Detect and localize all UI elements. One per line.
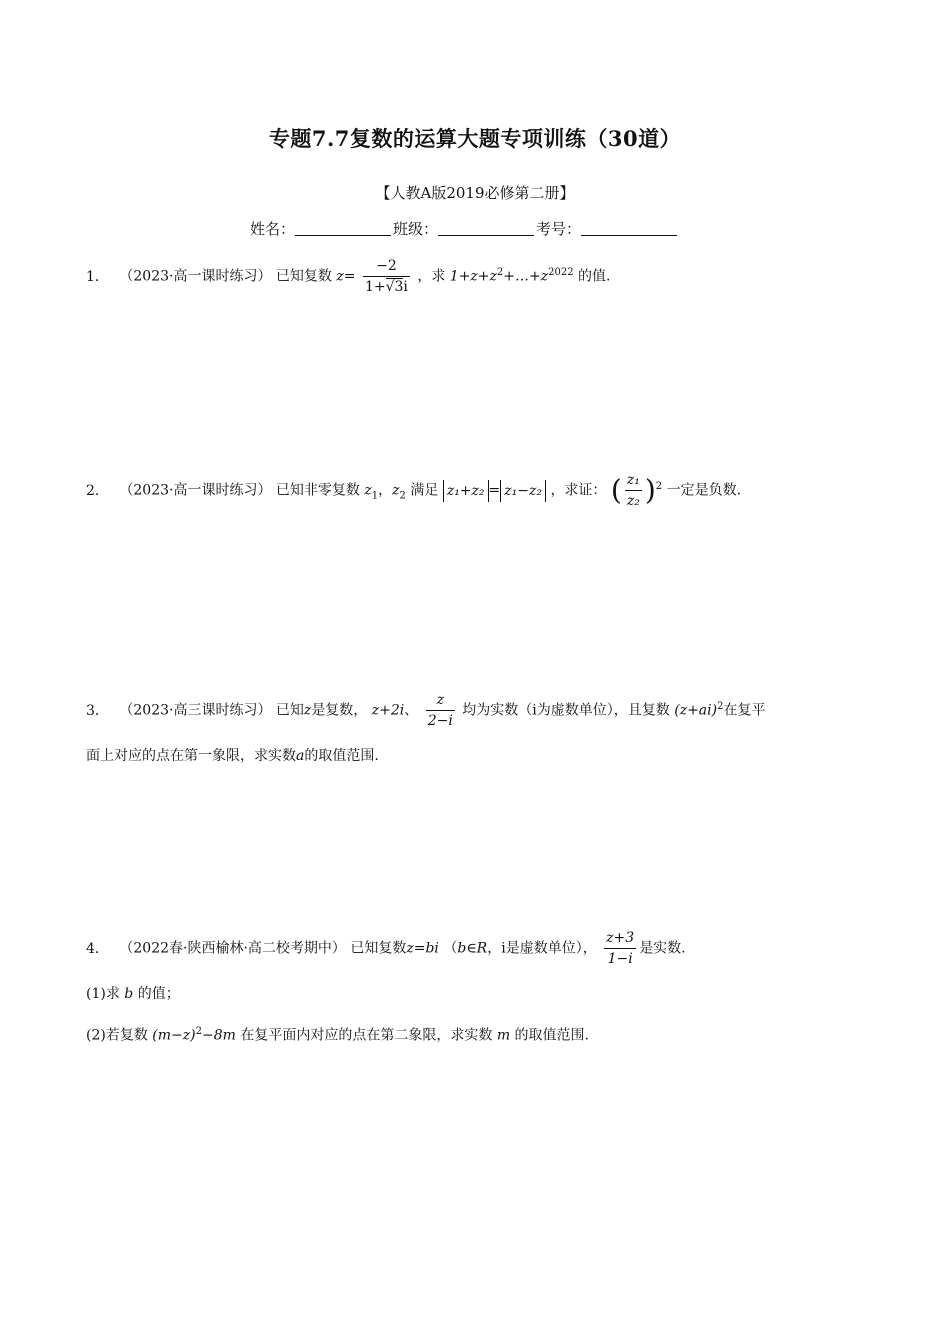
question-text: ， [378,482,393,499]
question-1 [86,256,611,297]
math-expr: (m−z) [152,1027,196,1044]
question-source: （2023·高一课时练习） [119,268,272,285]
math-expr: +…+z [503,268,549,285]
math-expr: 1+ [364,279,386,295]
class-label: 班级： [393,220,439,238]
name-field[interactable] [295,221,391,236]
math-sup: 2 [655,480,663,492]
exam-no-label: 考号： [536,220,582,238]
question-text: 已知复数 [350,940,407,957]
math-abs: z₁−z₂ [500,480,546,502]
question-number: 3． [86,702,109,719]
question-text: 面上对应的点在第一象限，求实数 [86,748,296,764]
question-text: 的值； [137,986,180,1002]
question-2: 2． （2023·高一课时练习） 已知非零复数 $z_1$，$z_2$ 满足 z₁+z₂ = z₁−z₂ ，求证： ( $\frac{\text{z₁}}{\text{z₂}}$ )$^2$ 一定是负数. [86,472,742,509]
fraction-numerator: z [436,692,444,708]
question-text: 均为实数（i为虚数单位），且复数 [462,702,670,719]
class-field[interactable] [438,221,534,236]
question-text: 满足 [410,482,439,499]
question-text: 、 [404,702,419,719]
fraction [625,470,642,511]
math-sub: 1 [371,490,379,502]
question-3 [86,690,765,731]
question-text: 已知复数 [275,268,332,285]
math-expr: b∈R [457,940,488,957]
question-source: （2022春·陕西榆林·高二校考期中） [119,940,346,957]
question-text: ，i是虚数单位）， [487,940,597,957]
math-sup: 2 [496,266,504,278]
question-text: 的值. [578,268,611,285]
name-label: 姓名： [250,220,296,238]
question-text: 是实数. [639,940,686,957]
question-source: （2023·高一课时练习） [119,482,272,499]
fraction-denominator: 2−i [426,710,455,731]
math-sup: 2 [717,700,724,712]
question-text: ，求证： [550,482,607,499]
math-expr: b [124,986,134,1002]
math-expr: i [403,279,408,295]
math-expr: a [296,748,305,764]
math-expr: z=bi [406,940,439,957]
question-text: 在复平面内对应的点在第二象限，求实数 [240,1027,493,1044]
math-expr: z= [336,268,356,285]
fraction [604,928,636,969]
question-text: (2)若复数 [86,1027,148,1044]
question-3-line-2 [86,746,379,766]
math-expr: z+2i [371,702,405,719]
question-4-part-2 [86,1022,589,1046]
student-info-row [250,218,679,239]
math-expr: m [496,1027,511,1044]
question-text: 在复平 [723,702,766,719]
math-abs: z₁+z₂ [443,480,489,502]
fraction-denominator: 1−i [604,948,636,969]
fraction-numerator: z₁ [626,472,640,488]
question-number: 1． [86,268,109,285]
question-4-part-1 [86,984,180,1004]
math-expr: z [392,482,400,499]
fraction-numerator: z+3 [606,930,635,946]
question-number: 2． [86,482,109,499]
page-subtitle: 【人教A版2019必修第二册】 [375,184,575,202]
exam-no-field[interactable] [581,221,677,236]
question-text: （ [443,940,458,957]
question-source: （2023·高三课时练习） [119,702,272,719]
math-sub: 2 [399,490,406,502]
question-text: (1)求 [86,986,120,1002]
question-text: 是复数， [311,702,368,719]
fraction-numerator: −2 [376,258,397,274]
math-expr: z [303,702,312,719]
question-text: 已知 [275,702,304,719]
math-expr: z [364,482,372,499]
math-expr: √3 [385,279,404,295]
fraction-denominator [363,276,410,297]
fraction [363,256,410,297]
math-expr: = [488,482,501,499]
fraction [426,690,455,731]
question-text: 一定是负数. [666,482,742,499]
math-sup: 2 [195,1026,202,1037]
fraction-denominator: z₂ [625,490,642,511]
math-expr: −8m [201,1027,236,1044]
page-title: 专题7.7复数的运算大题专项训练（30道） [268,126,682,151]
question-text: ，求 [417,268,446,285]
question-text: 的取值范围. [514,1027,589,1044]
math-sup: 2022 [548,266,574,278]
question-text: 已知非零复数 [275,482,360,499]
math-expr: 1+z+z [449,268,497,285]
question-text: 的取值范围. [304,748,379,764]
math-expr: (z+ai) [674,702,718,719]
question-number: 4． [86,940,109,957]
question-4 [86,928,686,969]
